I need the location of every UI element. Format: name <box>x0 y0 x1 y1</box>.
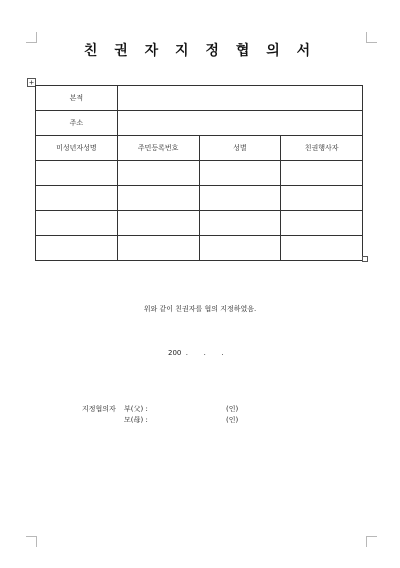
cell[interactable] <box>281 211 363 236</box>
col-header-gender: 성별 <box>199 136 281 161</box>
cell[interactable] <box>199 161 281 186</box>
address-row <box>36 111 363 136</box>
document-title: 친 권 자 지 정 협 의 서 <box>83 43 317 59</box>
mother-seal: (인) <box>226 416 239 424</box>
cell[interactable] <box>117 186 199 211</box>
header-row <box>36 136 363 161</box>
table-row <box>36 161 363 186</box>
statement-text: 위와 같이 친권자를 협의 지정하였음. <box>143 305 257 313</box>
table-row <box>36 211 363 236</box>
date-line[interactable]: 200 . . . <box>168 349 224 357</box>
cell[interactable] <box>199 236 281 261</box>
cell[interactable] <box>36 186 118 211</box>
cell[interactable] <box>117 236 199 261</box>
custody-form-table <box>35 85 363 261</box>
domicile-value-cell[interactable] <box>117 86 362 111</box>
domicile-row <box>36 86 363 111</box>
domicile-label: 본적 <box>36 86 118 111</box>
mother-label: 모(母) : <box>124 416 148 424</box>
table-resize-handle[interactable] <box>362 256 368 262</box>
cell[interactable] <box>199 186 281 211</box>
cell[interactable] <box>199 211 281 236</box>
father-seal: (인) <box>226 405 239 413</box>
col-header-minor-name: 미성년자성명 <box>36 136 118 161</box>
col-header-custodian: 친권행사자 <box>281 136 363 161</box>
table-row <box>36 236 363 261</box>
cell[interactable] <box>36 211 118 236</box>
signatory-label: 지정협의자 <box>82 405 116 413</box>
table-row <box>36 186 363 211</box>
address-value-cell[interactable] <box>117 111 362 136</box>
father-label: 부(父) : <box>124 405 148 413</box>
table-move-handle-icon[interactable]: + <box>27 78 36 87</box>
address-label: 주소 <box>36 111 118 136</box>
col-header-resident-number: 주민등록번호 <box>117 136 199 161</box>
crop-mark-bottom-right <box>366 536 377 547</box>
cell[interactable] <box>36 236 118 261</box>
cell[interactable] <box>36 161 118 186</box>
cell[interactable] <box>117 161 199 186</box>
cell[interactable] <box>117 211 199 236</box>
cell[interactable] <box>281 186 363 211</box>
cell[interactable] <box>281 236 363 261</box>
cell[interactable] <box>281 161 363 186</box>
crop-mark-bottom-left <box>26 536 37 547</box>
